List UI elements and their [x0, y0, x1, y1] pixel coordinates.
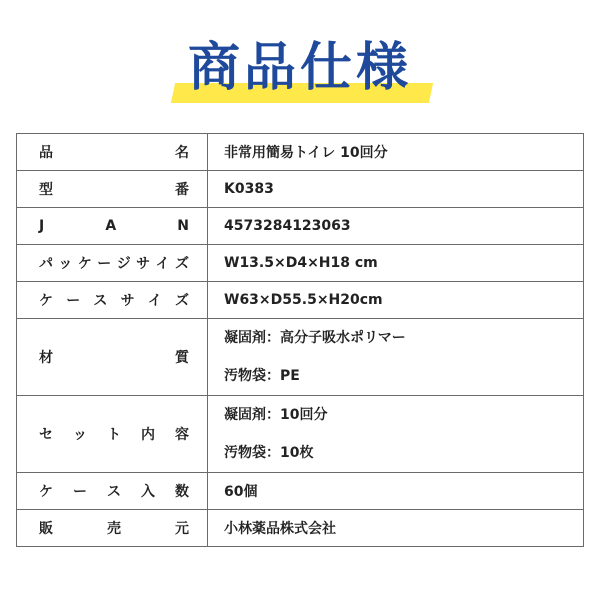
row-value: 60個: [224, 484, 258, 500]
row-label-char: ー: [97, 256, 112, 272]
row-value: 凝固剤：高分子吸水ポリマー: [224, 330, 406, 346]
row-label: [39, 179, 189, 199]
row-value-cell: [208, 208, 584, 245]
row-label-cell: [17, 171, 208, 208]
row-value-cell: [208, 510, 584, 547]
row-value: 汚物袋：10枚: [224, 445, 314, 461]
row-label-char: 内: [141, 427, 155, 443]
row-label-cell: [17, 319, 208, 396]
table-row: [17, 171, 584, 208]
row-label-char: サ: [136, 256, 151, 272]
row-label-char: イ: [155, 256, 170, 272]
row-label-char: ス: [107, 484, 121, 500]
row-label-char: A: [105, 218, 117, 234]
row-value: 4573284123063: [224, 218, 351, 234]
row-label-char: サ: [120, 293, 135, 309]
row-label-char: ト: [107, 427, 121, 443]
row-value-cell: [208, 319, 584, 396]
row-label-char: 容: [175, 427, 189, 443]
row-label-char: ー: [66, 293, 81, 309]
table-row: [17, 473, 584, 510]
row-label-char: ズ: [174, 256, 189, 272]
row-value-cell: [208, 171, 584, 208]
row-label: [39, 518, 189, 538]
row-label: [39, 142, 189, 162]
row-label-cell: [17, 208, 208, 245]
row-label-char: 名: [175, 145, 189, 161]
row-label: [39, 218, 189, 234]
row-label-cell: [17, 396, 208, 473]
row-label-char: 入: [141, 484, 155, 500]
row-label-char: ケ: [77, 256, 92, 272]
row-value: 汚物袋：PE: [224, 368, 300, 384]
row-label-char: 型: [39, 182, 53, 198]
row-label-char: 販: [39, 521, 53, 537]
title-area: [0, 28, 600, 108]
table-row: [17, 282, 584, 319]
row-value: K0383: [224, 181, 274, 197]
row-label-char: ズ: [174, 293, 189, 309]
row-value-cell: [208, 245, 584, 282]
row-label-char: N: [177, 218, 189, 234]
row-label: [39, 290, 189, 310]
row-label-char: 元: [175, 521, 189, 537]
page-title: 商品仕様: [187, 38, 412, 98]
row-value-cell: [208, 134, 584, 171]
row-label: [39, 253, 189, 273]
row-label-char: パ: [39, 256, 53, 272]
row-label-char: 番: [175, 182, 189, 198]
row-label-char: ス: [93, 293, 108, 309]
table-row: [17, 208, 584, 245]
table-row: [17, 134, 584, 171]
row-label-char: ッ: [58, 256, 73, 272]
row-value: W63×D55.5×H20cm: [224, 292, 383, 308]
row-label-char: ジ: [116, 256, 131, 272]
row-label-cell: [17, 510, 208, 547]
row-label: [39, 347, 189, 367]
row-label-char: ッ: [73, 427, 87, 443]
row-label-char: 材: [39, 350, 53, 366]
row-value: W13.5×D4×H18 cm: [224, 255, 378, 271]
row-label: [39, 424, 189, 444]
row-label-cell: [17, 282, 208, 319]
table-row: [17, 396, 584, 473]
row-label-char: 品: [39, 145, 53, 161]
row-label-char: 売: [107, 521, 121, 537]
row-value-cell: [208, 282, 584, 319]
row-value-cell: [208, 396, 584, 473]
row-label-char: ー: [73, 484, 87, 500]
row-value-cell: [208, 473, 584, 510]
row-value: 小林薬品株式会社: [224, 521, 336, 537]
table-row: [17, 245, 584, 282]
row-label-char: 数: [175, 484, 189, 500]
table-row: [17, 510, 584, 547]
row-label-char: J: [39, 218, 45, 234]
row-label: [39, 481, 189, 501]
row-value: 凝固剤：10回分: [224, 407, 328, 423]
row-label-cell: [17, 473, 208, 510]
row-label-cell: [17, 134, 208, 171]
row-label-char: ケ: [39, 293, 53, 309]
row-label-char: セ: [39, 427, 53, 443]
table-row: [17, 319, 584, 396]
row-label-char: ケ: [39, 484, 53, 500]
row-label-char: 質: [175, 350, 189, 366]
row-value: 非常用簡易トイレ 10回分: [224, 145, 388, 161]
row-label-char: イ: [147, 293, 162, 309]
row-label-cell: [17, 245, 208, 282]
spec-table: [16, 133, 584, 547]
